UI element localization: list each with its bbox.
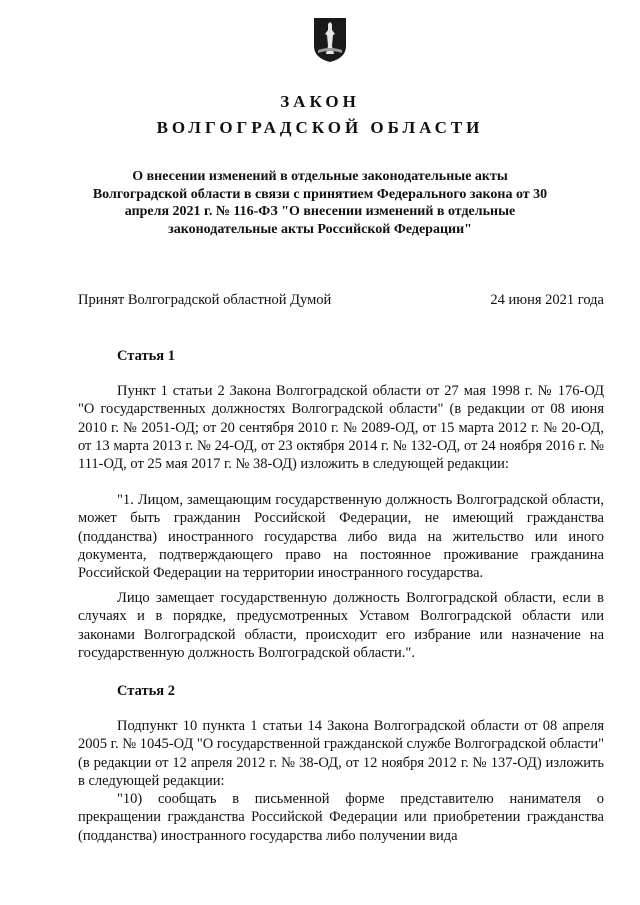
article-1-paragraph-3: Лицо замещает государственную должность Волгоградской области, если в случаях и в порядке, предусмотренных Уставом Волгоградской области или законами Волгоградской области, происходит его избрание или назначение на государственную должность Волгоградской области.". [78,590,604,661]
law-title: ЗАКОН [280,92,360,111]
article-2-paragraph-1: Подпункт 10 пункта 1 статьи 14 Закона Волгоградской области от 08 апреля 2005 г. № 1045-ОД "О государственной гражданской службе Волгоградской области" (в редакции от 12 апреля 2012 г. № 38-ОД, от 12 ноября 2012 г. № 137-ОД) изложить в следующей редакции: [78,718,604,789]
adoption-date: 24 июня 2021 года [490,292,604,308]
coat-of-arms-icon [312,16,348,64]
article-2-heading: Статья 2 [117,683,175,699]
law-subtitle: О внесении изменений в отдельные законодательные акты Волгоградской области в связи с принятием Федерального закона от 30 апреля 2021 г. № 116-ФЗ "О внесении изменений в отдельные законодательные акты Российской Федерации" [92,169,548,237]
article-2-paragraph-2: "10) сообщать в письменной форме представителю нанимателя о прекращении гражданства Российской Федерации или приобретении гражданства (подданства) иностранного государства либо получении вида [78,791,604,844]
article-1-paragraph-2: "1. Лицом, замещающим государственную должность Волгоградской области, может быть гражданин Российской Федерации, не имеющий гражданства (подданства) иностранного государства либо вида на жительство или иного документа, подтверждающего право на постоянное проживание гражданина Российской Федерации на территории иностранного государства. [78,492,604,582]
article-1-heading: Статья 1 [117,348,175,364]
adoption-body: Принят Волгоградской областной Думой [78,292,332,308]
article-1-paragraph-1: Пункт 1 статьи 2 Закона Волгоградской области от 27 мая 1998 г. № 176-ОД "О государственных должностях Волгоградской области" (в редакции от 08 июня 2010 г. № 2051-ОД; от 20 сентября 2010 г. № 2089-ОД, от 15 марта 2012 г. № 20-ОД, от 13 марта 2013 г. № 24-ОД, от 23 октября 2014 г. № 132-ОД, от 24 ноября 2016 г. № 111-ОД, от 25 мая 2017 г. № 38-ОД) изложить в следующей редакции: [78,383,604,473]
adoption-row [78,292,604,309]
law-region: ВОЛГОГРАДСКОЙ ОБЛАСТИ [156,118,484,137]
